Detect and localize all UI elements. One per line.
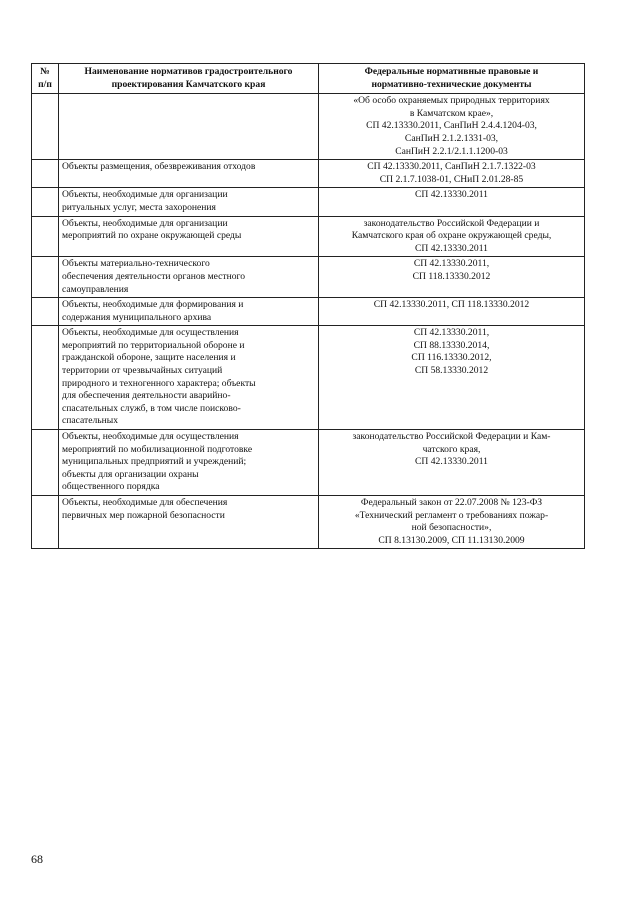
object-name-line: обеспечения деятельности органов местного [62,270,246,282]
object-name-line: Объекты размещения, обезвреживания отходов [62,161,256,173]
object-name-line: спасательных [62,415,119,427]
header-line: нормативно-технические документы [371,78,532,90]
object-name-line: природного и техногенного характера; объекты [62,377,256,389]
object-name-line: содержания муниципального архива [62,311,212,323]
object-name-line: Объекты, необходимые для обеспечения [62,497,228,508]
header-line: п/п [38,78,52,90]
table-header-row [32,64,585,94]
object-name-line: территории от чрезвычайных ситуаций [62,365,223,377]
cell-regulatory-docs [319,216,585,257]
object-name-line: ритуальных услуг, места захоронения [62,201,216,213]
cell-regulatory-docs [319,430,585,496]
regulatory-doc-line: законодательство Российской Федерации и Кам- [352,431,551,443]
object-name-line: мероприятий по охране окружающей среды [62,230,242,242]
cell-number [32,188,59,216]
table-row [32,94,585,160]
object-name-line: Объекты, необходимые для осуществления [62,431,239,443]
header-number [32,64,59,94]
object-name-line: муниципальных предприятий и учреждений; [62,456,247,468]
regulatory-doc-line: ной безопасности», [411,522,492,534]
cell-regulatory-docs [319,496,585,549]
cell-object-name [59,430,319,496]
cell-regulatory-docs [319,160,585,188]
cell-object-name [59,160,319,188]
cell-number [32,326,59,430]
regulatory-doc-line: СП 88.13330.2014, [413,339,490,351]
regulatory-doc-line: чатского края, [422,443,481,455]
object-name-line: Объекты, необходимые для организации [62,189,228,201]
cell-number [32,257,59,298]
cell-regulatory-docs [319,298,585,326]
object-name-line: общественного порядка [62,481,160,493]
cell-object-name [59,257,319,298]
regulatory-doc-line: СП 42.13330.2011, СП 118.13330.2012 [373,299,530,311]
table-row [32,257,585,298]
header-line: Федеральные нормативные правовые и [364,66,539,77]
object-name-line: первичных мер пожарной безопасности [62,509,225,521]
header-name [59,64,319,94]
cell-object-name [59,216,319,257]
regulatory-doc-line: СП 58.13330.2012 [414,365,489,377]
table-row [32,430,585,496]
regulatory-doc-line: СП 42.13330.2011, [413,258,490,270]
object-name-line: спасательных служб, в том числе поисково- [62,402,241,414]
regulatory-doc-line: «Технический регламент о требованиях пожар- [354,509,549,521]
cell-object-name [59,298,319,326]
regulatory-doc-line: СанПиН 2.2.1/2.1.1.1200-03 [395,145,508,157]
cell-regulatory-docs [319,257,585,298]
regulations-table [31,63,585,549]
object-name-line: Объекты, необходимые для осуществления [62,327,239,339]
regulatory-doc-line: СП 42.13330.2011, СанПиН 2.1.7.1322-03 [367,161,536,173]
regulatory-doc-line: СП 8.13130.2009, СП 11.13130.2009 [378,534,525,546]
table-body [32,94,585,549]
cell-object-name [59,188,319,216]
cell-regulatory-docs [319,94,585,160]
object-name-line: Объекты, необходимые для формирования и [62,299,244,311]
object-name-line: мероприятий по мобилизационной подготовке [62,443,253,455]
regulatory-doc-line: СП 42.13330.2011 [415,189,488,201]
cell-regulatory-docs [319,188,585,216]
regulatory-doc-line: в Камчатском крае», [409,107,494,119]
header-docs [319,64,585,94]
cell-object-name [59,496,319,549]
header-line: Наименование нормативов градостроительного [84,66,293,77]
object-name-line: гражданской обороне, защите населения и [62,352,236,364]
table-row [32,160,585,188]
table-row [32,298,585,326]
object-name-line: Объекты материально-технического [62,258,210,270]
table-row [32,216,585,257]
cell-number [32,298,59,326]
cell-number [32,216,59,257]
regulatory-doc-line: Камчатского края об охране окружающей среды, [351,230,552,242]
regulatory-doc-line: СанПиН 2.1.2.1331-03, [404,132,499,144]
cell-number [32,94,59,160]
regulatory-doc-line: СП 42.13330.2011 [415,456,488,468]
regulatory-doc-line: СП 42.13330.2011, [413,327,490,339]
regulatory-doc-line: СП 2.1.7.1038-01, СНиП 2.01.28-85 [379,173,524,185]
regulatory-doc-line: Федеральный закон от 22.07.2008 № 123-ФЗ [360,497,543,508]
object-name-line: для обеспечения деятельности аварийно- [62,390,231,402]
regulatory-doc-line: «Об особо охраняемых природных территориях [353,95,550,107]
object-name-line: мероприятий по территориальной обороне и [62,339,245,351]
object-name-line: объекты для организации охраны [62,468,199,480]
page-number: 68 [31,852,43,866]
header-line: проектирования Камчатского края [111,78,266,90]
regulatory-doc-line: СП 118.13330.2012 [412,270,491,282]
cell-number [32,430,59,496]
cell-number [32,496,59,549]
regulatory-doc-line: законодательство Российской Федерации и [363,217,540,229]
header-line: № [40,66,50,77]
table-row [32,496,585,549]
cell-object-name [59,326,319,430]
regulatory-doc-line: СП 116.13330.2012, [411,352,492,364]
table-row [32,326,585,430]
regulatory-doc-line: СП 42.13330.2011, СанПиН 2.4.4.1204-03, [366,120,537,132]
table-row [32,188,585,216]
cell-number [32,160,59,188]
object-name-line: самоуправления [62,283,129,295]
cell-regulatory-docs [319,326,585,430]
cell-object-name [59,94,319,160]
regulatory-doc-line: СП 42.13330.2011 [415,242,488,254]
object-name-line: Объекты, необходимые для организации [62,217,228,229]
